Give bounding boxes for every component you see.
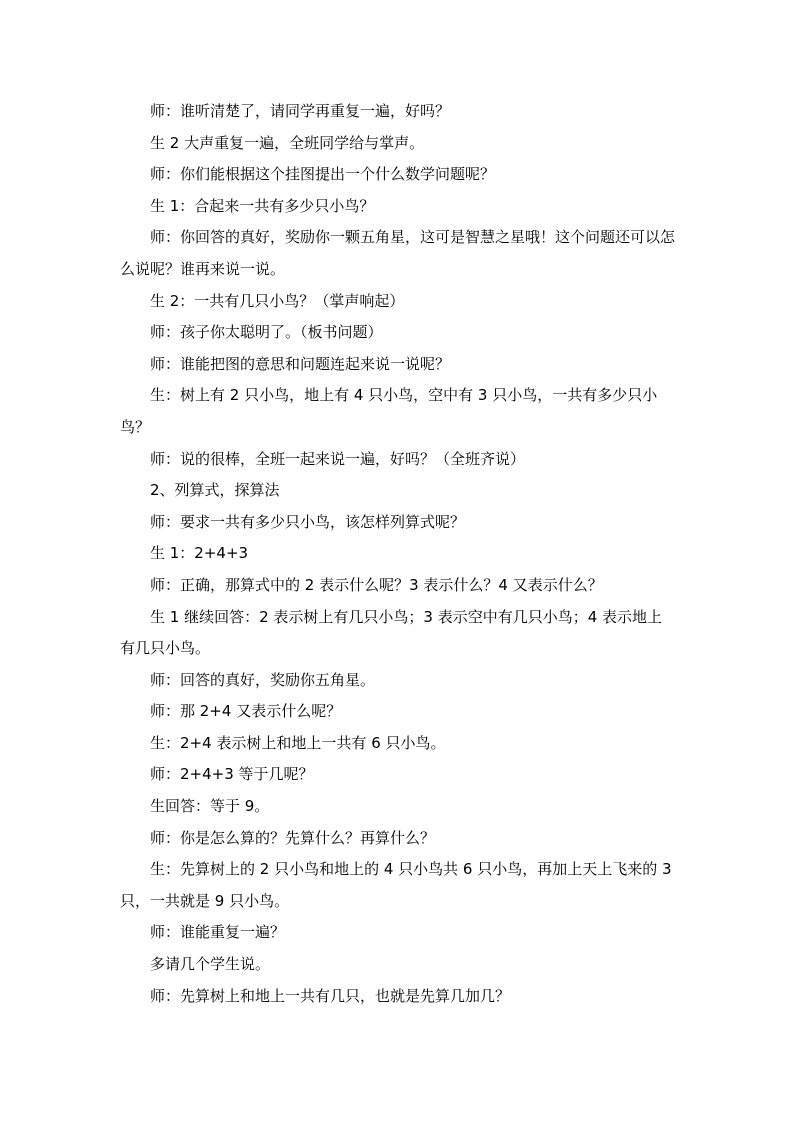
paragraph: 师：你们能根据这个挂图提出一个什么数学问题呢？ — [150, 165, 496, 184]
paragraph: 生：先算树上的 2 只小鸟和地上的 4 只小鸟共 6 只小鸟，再加上天上飞来的 3 只，一共就是 9 只小鸟。 — [120, 860, 672, 910]
paragraph: 生 1：2+4+3 — [150, 544, 249, 563]
paragraph: 生 1 继续回答：2 表示树上有几只小鸟；3 表示空中有几只小鸟；4 表示地上有几只小鸟。 — [120, 607, 663, 658]
paragraph: 师：回答的真好，奖励你五角星。 — [150, 670, 376, 689]
paragraph: 师：说的很棒，全班一起来说一遍，好吗？（全班齐说） — [150, 449, 526, 468]
paragraph: 生 2 大声重复一遍，全班同学给与掌声。 — [150, 133, 425, 152]
paragraph: 师：你是怎么算的？先算什么？再算什么？ — [150, 828, 436, 847]
paragraph: 师：2+4+3 等于几呢？ — [150, 765, 314, 784]
paragraph: 多请几个学生说。 — [150, 955, 271, 974]
paragraph: 师：正确，那算式中的 2 表示什么呢？3 表示什么？4 又表示什么？ — [150, 575, 603, 594]
paragraph: 师：那 2+4 又表示什么呢？ — [150, 702, 342, 721]
paragraph: 师：孩子你太聪明了。（板书问题） — [150, 323, 383, 342]
paragraph: 师：谁能重复一遍？ — [150, 923, 286, 942]
paragraph: 师：谁听清楚了，请同学再重复一遍，好吗？ — [150, 102, 451, 120]
paragraph: 生 2：一共有几只小鸟？（掌声响起） — [150, 291, 405, 310]
paragraph: 师：要求一共有多少只小鸟，该怎样列算式呢？ — [150, 512, 466, 531]
section-heading: 2、列算式，探算法 — [150, 481, 280, 500]
paragraph: 生：2+4 表示树上和地上一共有 6 只小鸟。 — [150, 733, 446, 752]
paragraph: 生 1：合起来一共有多少只小鸟？ — [150, 196, 375, 215]
document-body — [120, 96, 676, 1012]
paragraph: 师：先算树上和地上一共有几只，也就是先算几加几？ — [150, 986, 511, 1005]
paragraph: 师：你回答的真好，奖励你一颗五角星，这可是智慧之星哦！这个问题还可以怎么说呢？谁再来说一说。 — [120, 228, 676, 278]
paragraph: 师：谁能把图的意思和问题连起来说一说呢？ — [150, 354, 451, 373]
paragraph: 生：树上有 2 只小鸟，地上有 4 只小鸟，空中有 3 只小鸟，一共有多少只小鸟？ — [120, 386, 658, 436]
paragraph: 生回答：等于 9。 — [150, 797, 270, 816]
